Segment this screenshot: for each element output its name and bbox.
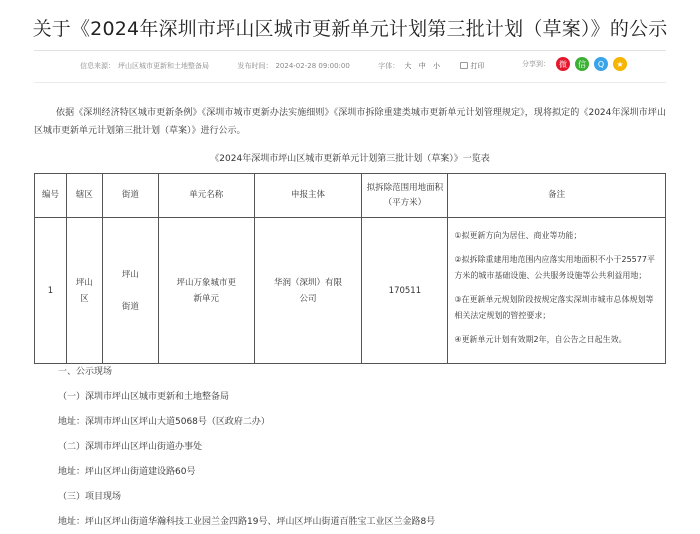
cell-notes xyxy=(448,218,666,364)
cell-street-line2: 街道 xyxy=(121,301,139,312)
plan-table xyxy=(34,173,666,364)
subsection-heading: （二）深圳市坪山区坪山街道办事处 xyxy=(58,442,203,452)
qq-icon[interactable]: Q xyxy=(594,57,608,71)
note-item: ①拟更新方向为居住、商业等功能； xyxy=(454,231,582,240)
table-header-row xyxy=(35,174,666,218)
cell-district xyxy=(66,218,102,364)
note-item: ④更新单元计划有效期2年，自公告之日起生效。 xyxy=(454,335,627,344)
date-label: 发布时间： xyxy=(237,62,273,70)
print-label: 打印 xyxy=(470,62,485,70)
cell-area: 170511 xyxy=(362,218,448,364)
cell-district-line2: 区 xyxy=(80,293,89,304)
header-district: 辖区 xyxy=(66,174,102,218)
cell-unit xyxy=(158,218,254,364)
title-divider xyxy=(34,50,666,51)
header-area-line1: 拟拆除范围用地面积 xyxy=(366,182,444,193)
cell-applicant xyxy=(254,218,362,364)
header-unit: 单元名称 xyxy=(158,174,254,218)
printer-icon xyxy=(460,62,468,69)
subsection-heading: （三）项目现场 xyxy=(58,492,122,502)
font-medium-button[interactable]: 中 xyxy=(418,62,426,70)
wechat-icon[interactable]: 信 xyxy=(575,57,589,71)
cell-district-line1: 坪山 xyxy=(75,277,93,288)
cell-unit-line1: 坪山万象城市更 xyxy=(176,277,236,288)
header-notes: 备注 xyxy=(448,174,666,218)
intro-paragraph: 依据《深圳经济特区城市更新条例》《深圳市城市更新办法实施细则》《深圳市拆除重建类城市更新单元计划管理规定》，现将拟定的《2024年深圳市坪山区城市更新单元计划第三批计划（草案）》进行公示。 xyxy=(34,108,666,136)
cell-street-line1: 坪山 xyxy=(121,269,139,280)
cell-unit-line2: 新单元 xyxy=(193,293,219,304)
cell-applicant-line2: 公司 xyxy=(299,293,317,304)
section-heading: 一、公示现场 xyxy=(58,367,113,377)
weibo-icon[interactable]: 微 xyxy=(556,57,570,71)
header-applicant: 申报主体 xyxy=(254,174,362,218)
note-item: ②拟拆除重建用地范围内应落实用地面积不小于25577平方米的城市基础设施、公共服务设施等公共利益用地； xyxy=(454,255,655,280)
header-area xyxy=(362,174,448,218)
note-item: ③在更新单元规划阶段按规定落实深圳市城市总体规划等相关法定规划的管控要求； xyxy=(454,295,654,320)
font-size-label: 字体： xyxy=(378,62,400,70)
qzone-icon[interactable]: ★ xyxy=(613,57,627,71)
page-title: 关于《2024年深圳市坪山区城市更新单元计划第三批计划（草案）》的公示 xyxy=(32,18,668,40)
table-caption: 《2024年深圳市坪山区城市更新单元计划第三批计划（草案）》一览表 xyxy=(210,154,490,164)
address-line: 地址：坪山区坪山街道华瀚科技工业园兰金四路19号、坪山区坪山街道百胜宝工业区兰金路8号 xyxy=(58,517,436,527)
font-large-button[interactable]: 大 xyxy=(404,62,412,70)
print-button[interactable] xyxy=(460,62,487,70)
meta-divider xyxy=(34,82,666,83)
cell-applicant-line1: 华润（深圳）有限 xyxy=(274,277,343,288)
article-meta xyxy=(80,61,490,71)
date-value: 2024-02-28 09:00:00 xyxy=(275,62,350,70)
source-label: 信息来源： xyxy=(80,62,115,70)
cell-street xyxy=(102,218,158,364)
address-line: 地址：坪山区坪山街道建设路60号 xyxy=(58,467,196,477)
share-bar xyxy=(522,57,632,71)
share-label: 分享到： xyxy=(522,60,550,68)
font-small-button[interactable]: 小 xyxy=(433,62,440,70)
cell-no: 1 xyxy=(35,218,67,364)
header-street: 街道 xyxy=(102,174,158,218)
header-no: 编号 xyxy=(35,174,67,218)
source-value: 坪山区城市更新和土地整备局 xyxy=(118,62,209,70)
header-area-line2: （平方米） xyxy=(383,197,427,208)
table-row xyxy=(35,218,666,364)
address-line: 地址：深圳市坪山区坪山大道5068号（区政府二办） xyxy=(58,417,270,427)
subsection-heading: （一）深圳市坪山区城市更新和土地整备局 xyxy=(58,392,230,402)
